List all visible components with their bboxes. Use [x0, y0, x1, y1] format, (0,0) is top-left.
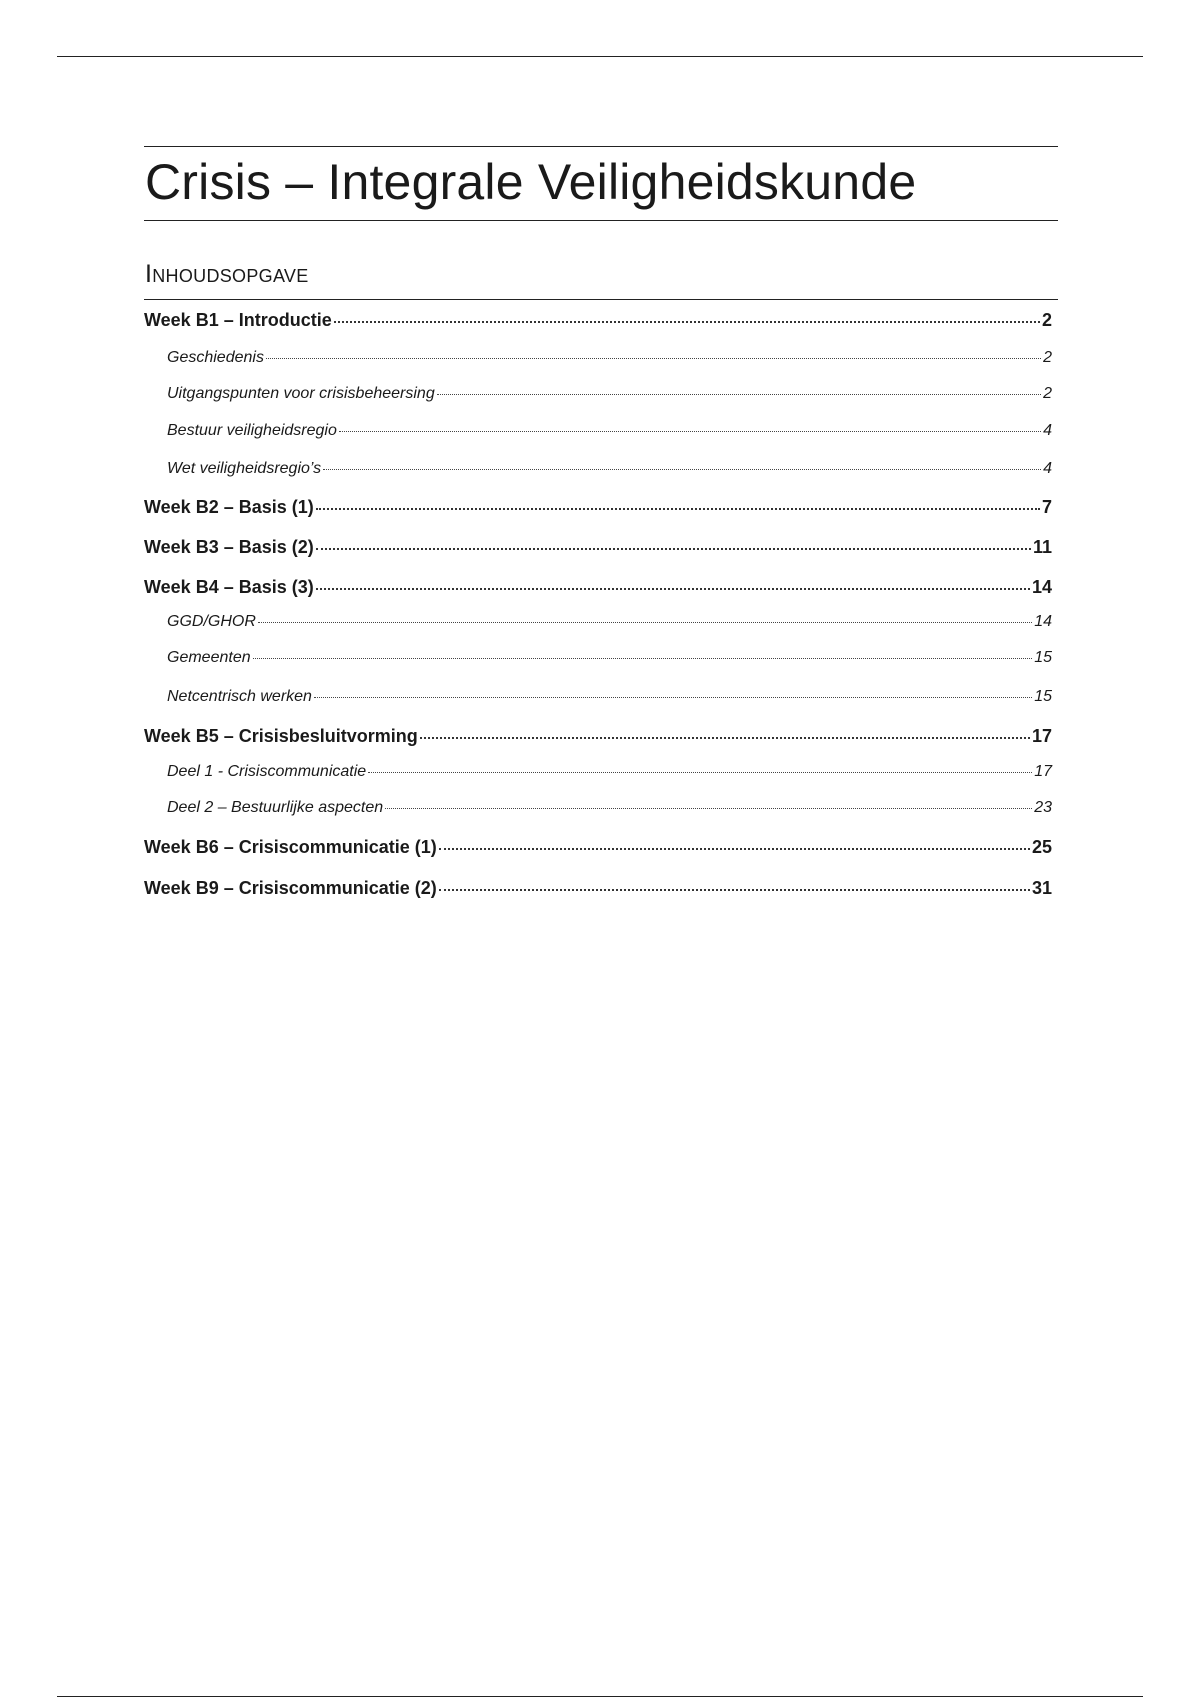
toc-entry-title: Gemeenten: [167, 649, 251, 666]
toc-dot-leader: [316, 548, 1031, 550]
toc-entry-title: GGD/GHOR: [167, 613, 256, 630]
toc-entry[interactable]: [144, 613, 1052, 631]
toc-entry[interactable]: [144, 763, 1052, 781]
toc-entry-title: Geschiedenis: [167, 349, 264, 366]
toc-entry-title: Deel 1 - Crisiscommunicatie: [167, 763, 367, 780]
toc-entry-page-number: 17: [1034, 763, 1052, 780]
document-content: [144, 146, 1058, 898]
toc-dot-leader: [439, 889, 1030, 891]
page-footer-rule: [57, 1696, 1143, 1697]
toc-entry-page-number: 23: [1034, 799, 1052, 816]
toc-dot-leader: [385, 808, 1032, 809]
toc-entry[interactable]: [144, 460, 1052, 478]
toc-entry-page-number: 25: [1031, 837, 1052, 857]
toc-entry-page-number: 17: [1031, 726, 1052, 746]
toc-entry-page-number: 4: [1043, 422, 1052, 439]
toc-entry-title: Week B5 – Crisisbesluitvorming: [144, 726, 418, 746]
toc-heading-block: [144, 262, 1058, 300]
toc-entry[interactable]: [144, 799, 1052, 817]
toc-entry-title: Week B4 – Basis (3): [144, 577, 314, 597]
document-title: Crisis – Integrale Veiligheidskunde: [145, 154, 917, 210]
toc-dot-leader: [316, 508, 1040, 510]
toc-entry-page-number: 14: [1031, 577, 1052, 597]
toc-entry-page-number: 7: [1041, 497, 1052, 517]
toc-entry-page-number: 4: [1043, 460, 1052, 477]
title-block: [144, 146, 1058, 221]
toc-entry-title: Uitgangspunten voor crisisbeheersing: [167, 385, 435, 402]
toc-entry-page-number: 11: [1032, 537, 1052, 557]
toc-entry-title: Week B6 – Crisiscommunicatie (1): [144, 837, 437, 857]
toc-entry-title: Wet veiligheidsregio’s: [167, 460, 322, 477]
toc-heading: Inhoudsopgave: [145, 260, 309, 288]
toc-entry[interactable]: [144, 385, 1052, 403]
toc-entry[interactable]: [144, 577, 1052, 598]
page-header-rule: [57, 56, 1143, 57]
toc-entry-title: Netcentrisch werken: [167, 688, 312, 705]
toc-dot-leader: [437, 394, 1041, 395]
toc-entry-title: Week B9 – Crisiscommunicatie (2): [144, 878, 437, 898]
toc-entry-title: Week B3 – Basis (2): [144, 537, 314, 557]
toc-entry[interactable]: [144, 726, 1052, 747]
toc-entry[interactable]: [144, 310, 1052, 331]
toc-entry[interactable]: [144, 649, 1052, 667]
toc-entry[interactable]: [144, 537, 1052, 558]
toc-entry-title: Bestuur veiligheidsregio: [167, 422, 337, 439]
toc-dot-leader: [334, 321, 1040, 323]
toc-dot-leader: [323, 469, 1041, 470]
toc-entry-page-number: 2: [1043, 349, 1052, 366]
toc-entry[interactable]: [144, 349, 1052, 367]
toc-entry-page-number: 14: [1034, 613, 1052, 630]
toc-entry-page-number: 15: [1034, 649, 1052, 666]
toc-dot-leader: [314, 697, 1032, 698]
toc-entry[interactable]: [144, 688, 1052, 706]
toc-entry-title: Deel 2 – Bestuurlijke aspecten: [167, 799, 384, 816]
toc-entry-title: Week B2 – Basis (1): [144, 497, 314, 517]
toc-entry-title: Week B1 – Introductie: [144, 310, 332, 330]
toc-entry[interactable]: [144, 422, 1052, 440]
toc-dot-leader: [339, 431, 1041, 432]
toc-entry-page-number: 2: [1041, 310, 1052, 330]
toc-dot-leader: [316, 588, 1030, 590]
toc-dot-leader: [420, 737, 1030, 739]
toc-entry-page-number: 2: [1043, 385, 1052, 402]
toc-dot-leader: [258, 622, 1032, 623]
toc-dot-leader: [253, 658, 1033, 659]
toc-dot-leader: [368, 772, 1032, 773]
toc-entry[interactable]: [144, 837, 1052, 858]
toc-dot-leader: [439, 848, 1030, 850]
toc-entry-page-number: 15: [1034, 688, 1052, 705]
toc-entry-page-number: 31: [1031, 878, 1052, 898]
toc-entry[interactable]: [144, 497, 1052, 518]
toc-entry[interactable]: [144, 878, 1052, 899]
toc-dot-leader: [266, 358, 1041, 359]
